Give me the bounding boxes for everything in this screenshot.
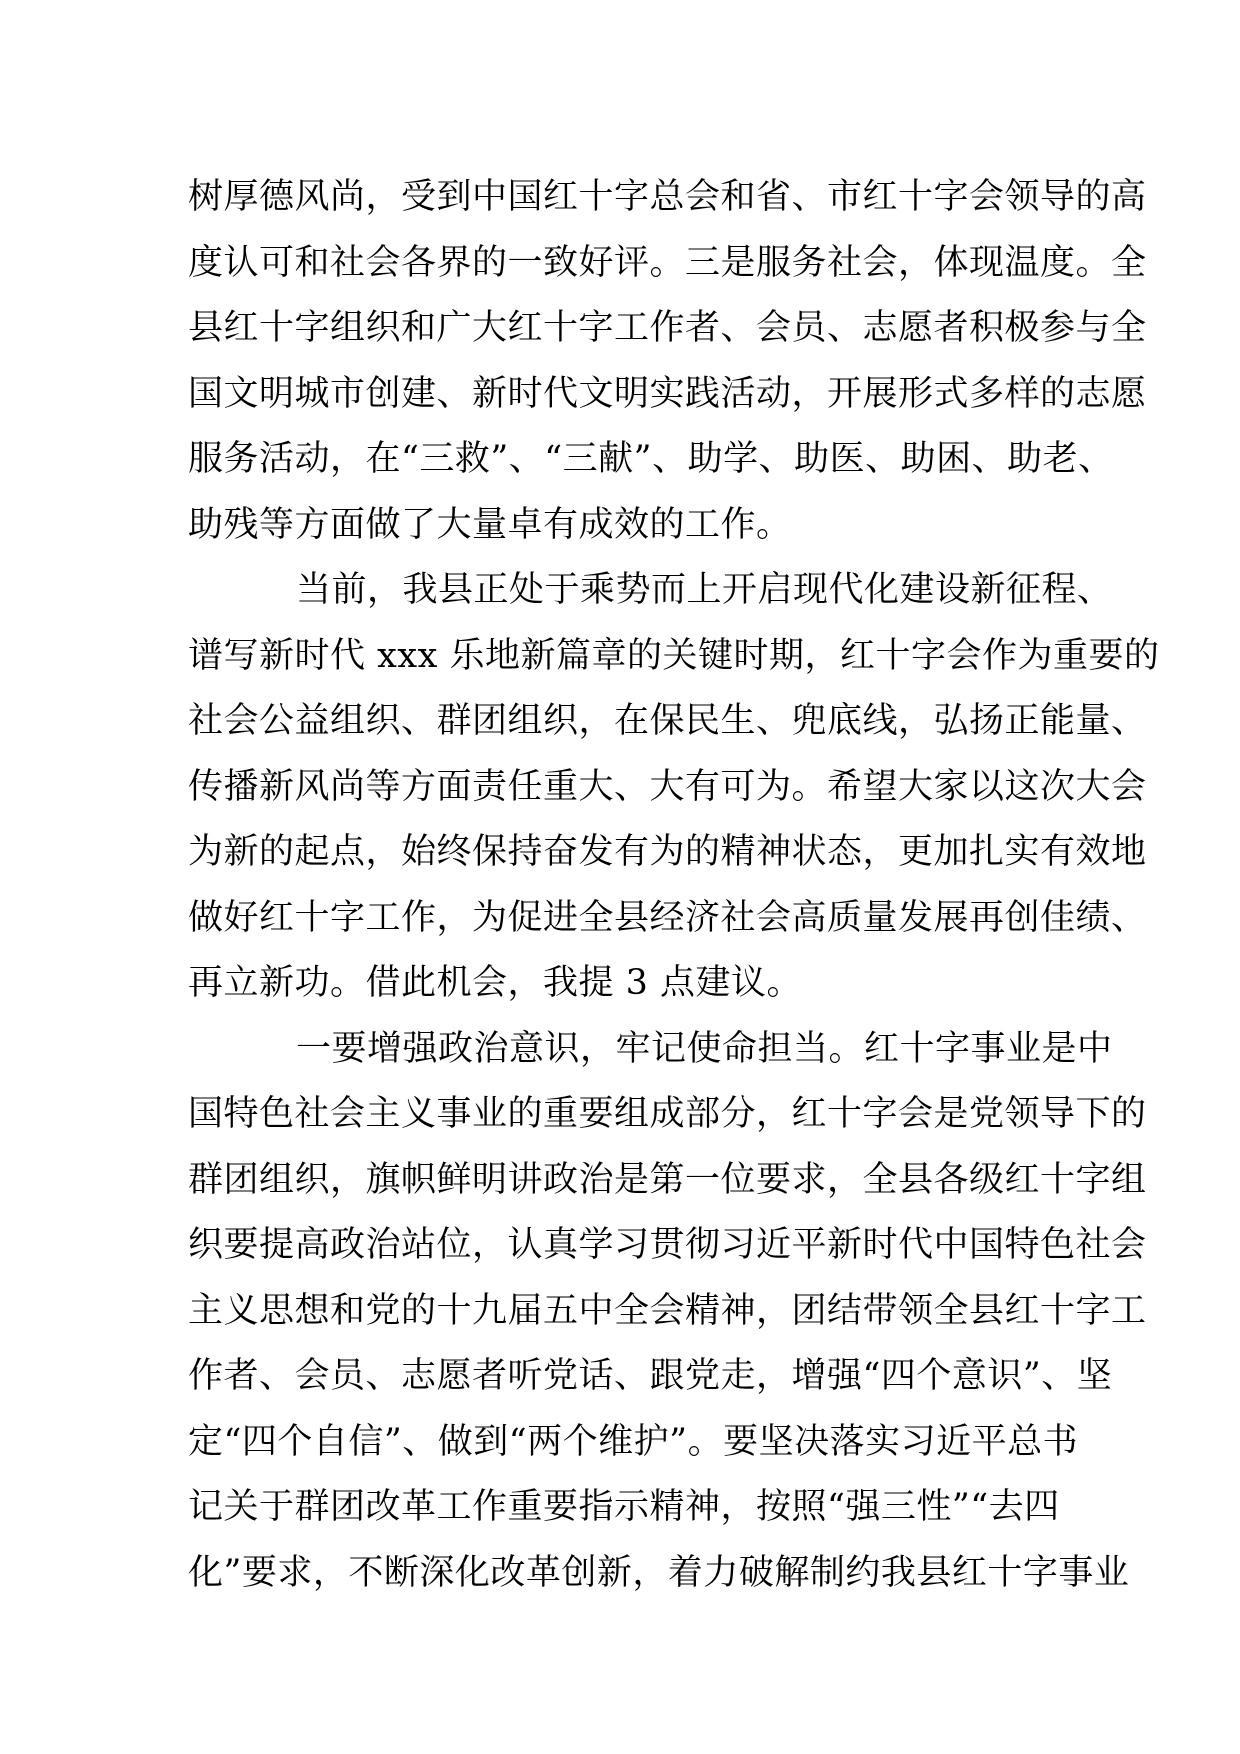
text-line: 传播新风尚等方面责任重大、大有可为。希望大家以这次大会 [188,766,1147,807]
text-line: 为新的起点，始终保持奋发有为的精神状态，更加扎实有效地 [188,832,1147,872]
text-line: 国特色社会主义事业的重要组成部分，红十字会是党领导下的 [188,1094,1147,1134]
paragraph-3 [188,1017,1147,1607]
text-line: 谱写新时代 xxx 乐地新篇章的关键时期，红十字会作为重要的 [188,635,1160,676]
text-line: 再立新功。借此机会，我提 3 点建议。 [188,963,803,1003]
text-line: 化”要求，不断深化改革创新，着力破解制约我县红十字事业 [188,1552,1130,1593]
paragraph-2 [188,558,1160,1017]
text-line: 织要提高政治站位，认真学习贯彻习近平新时代中国特色社会 [188,1225,1147,1265]
text-line: 记关于群团改革工作重要指示精神，按照“强三性”“去四 [188,1487,1060,1527]
text-line: 定“四个自信”、做到“两个维护”。要坚决落实习近平总书 [188,1421,1079,1462]
text-line: 一要增强政治意识，牢记使命担当。红十字事业是中 [296,1028,1113,1069]
text-line: 服务活动，在“三救”、“三献”、助学、助医、助困、助老、 [188,439,1114,479]
text-line: 国文明城市创建、新时代文明实践活动，开展形式多样的志愿 [188,373,1147,414]
text-line: 做好红十字工作，为促进全县经济社会高质量发展再创佳绩、 [188,897,1147,938]
text-line: 群团组织，旗帜鲜明讲政治是第一位要求，全县各级红十字组 [188,1159,1147,1200]
text-line: 社会公益组织、群团组织，在保民生、兜底线，弘扬正能量、 [188,701,1147,741]
paragraph-1 [188,165,1147,558]
text-line: 助残等方面做了大量卓有成效的工作。 [188,504,792,545]
text-line: 度认可和社会各界的一致好评。三是服务社会，体现温度。全 [188,242,1147,283]
text-line: 县红十字组织和广大红十字工作者、会员、志愿者积极参与全 [188,308,1147,348]
text-line: 当前，我县正处于乘势而上开启现代化建设新征程、 [296,570,1113,610]
text-line: 作者、会员、志愿者听党话、跟党走，增强“四个意识”、坚 [188,1356,1113,1396]
body-text [188,165,1160,1606]
text-line: 主义思想和党的十九届五中全会精神，团结带领全县红十字工 [188,1290,1147,1331]
text-line: 树厚德风尚，受到中国红十字总会和省、市红十字会领导的高 [188,177,1147,217]
